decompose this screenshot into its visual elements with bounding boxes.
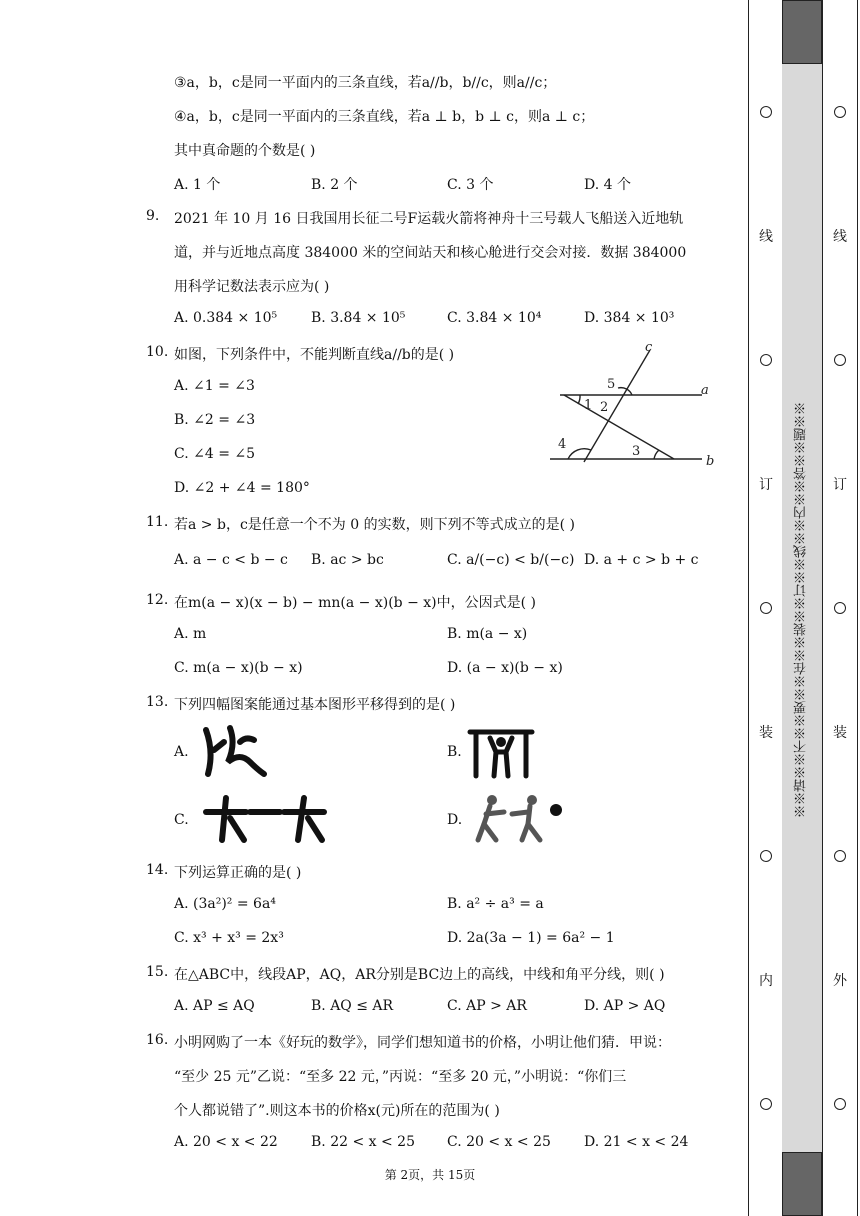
label-b: b [706, 454, 715, 469]
q10-option-b: B. ∠2 = ∠3 [174, 412, 256, 428]
label-5: 5 [607, 377, 616, 392]
q8-option-a: A. 1 个 [174, 177, 221, 193]
q11-number: 11. [146, 514, 169, 530]
q8-statement-4: ④a，b，c是同一平面内的三条直线，若a ⊥ b，b ⊥ c，则a ⊥ c； [174, 109, 595, 125]
label-3: 3 [632, 444, 641, 459]
q8-option-d: D. 4 个 [584, 177, 631, 193]
q10-option-d: D. ∠2 + ∠4 = 180° [174, 480, 310, 496]
label-2: 2 [600, 400, 609, 415]
binding-label-order: 订 [759, 477, 773, 493]
binding-ring [760, 1098, 772, 1110]
q12-option-a: A. m [174, 626, 207, 642]
q10-option-c: C. ∠4 = ∠5 [174, 446, 256, 462]
q16-text-2: “至少 25 元”乙说：“至多 22 元，”丙说：“至多 20 元，”小明说：“你们三 [174, 1069, 627, 1085]
q11-option-d: D. a + c > b + c [584, 552, 699, 568]
binding-label-order: 订 [833, 477, 847, 493]
q15-option-d: D. AP > AQ [584, 998, 666, 1014]
q12-option-c: C. m(a − x)(b − x) [174, 660, 303, 676]
binding-ring [834, 602, 846, 614]
binding-label-line: 线 [833, 229, 847, 245]
q13-number: 13. [146, 694, 169, 710]
q16-text-1: 小明网购了一本《好玩的数学》，同学们想知道书的价格，小明让他们猜．甲说： [174, 1035, 671, 1051]
binding-strip-outer [822, 0, 858, 1216]
q9-option-d: D. 384 × 10³ [584, 310, 675, 326]
binding-label-bind: 装 [759, 725, 773, 741]
q9-text-2: 道，并与近地点高度 384000 米的空间站天和核心舱进行交会对接．数据 384000 [174, 245, 687, 261]
q9-option-c: C. 3.84 × 10⁴ [447, 310, 542, 326]
q12-text: 在m(a − x)(x − b) − mn(a − x)(b − x)中，公因式是( ) [174, 595, 536, 611]
q13-option-c: C. [174, 812, 189, 828]
q14-text: 下列运算正确的是( ) [174, 865, 302, 881]
q8-option-c: C. 3 个 [447, 177, 494, 193]
q15-number: 15. [146, 964, 169, 980]
q14-option-d: D. 2a(3a − 1) = 6a² − 1 [447, 930, 615, 946]
strip-cap-top [782, 0, 822, 64]
q13-option-a: A. [174, 744, 189, 760]
q14-option-c: C. x³ + x³ = 2x³ [174, 930, 284, 946]
strip-cap-bottom [782, 1152, 822, 1216]
q16-option-d: D. 21 < x < 24 [584, 1134, 689, 1150]
q9-option-a: A. 0.384 × 10⁵ [174, 310, 278, 326]
q16-text-3: 个人都说错了”.则这本书的价格x(元)所在的范围为( ) [174, 1103, 500, 1119]
q13-text: 下列四幅图案能通过基本图形平移得到的是( ) [174, 697, 456, 713]
q8-option-b: B. 2 个 [311, 177, 358, 193]
q12-option-b: B. m(a − x) [447, 626, 528, 642]
binding-strip-inner [748, 0, 784, 1216]
binding-label-inside: 内 [759, 973, 773, 989]
pattern-b-image [466, 722, 536, 780]
binding-ring [760, 602, 772, 614]
binding-ring [834, 850, 846, 862]
q9-option-b: B. 3.84 × 10⁵ [311, 310, 406, 326]
q11-option-c: C. a/(−c) < b/(−c) [447, 552, 575, 568]
binding-label-outside: 外 [833, 973, 847, 989]
q8-question: 其中真命题的个数是( ) [174, 143, 316, 159]
q13-option-d: D. [447, 812, 463, 828]
page-footer: 第 2页，共 15页 [384, 1168, 476, 1182]
q16-option-a: A. 20 < x < 22 [174, 1134, 278, 1150]
binding-warning-strip [782, 0, 822, 1216]
q11-option-a: A. a − c < b − c [174, 552, 288, 568]
pattern-a-image [200, 722, 270, 780]
q14-option-a: A. (3a²)² = 6a⁴ [174, 896, 276, 912]
binding-ring [834, 106, 846, 118]
q10-figure [546, 338, 726, 470]
binding-warning-text: ※※请※※不※※要※※在※※装※※订※※线※※内※※答※※题※※ [794, 402, 809, 818]
q16-number: 16. [146, 1032, 169, 1048]
binding-ring [760, 106, 772, 118]
label-1: 1 [584, 398, 593, 413]
binding-ring [760, 850, 772, 862]
q9-text-3: 用科学记数法表示应为( ) [174, 279, 330, 295]
q16-option-c: C. 20 < x < 25 [447, 1134, 551, 1150]
pattern-d-image [472, 792, 568, 844]
q9-number: 9. [146, 208, 160, 224]
q15-option-b: B. AQ ≤ AR [311, 998, 394, 1014]
q15-text: 在△ABC中，线段AP，AQ，AR分别是BC边上的高线，中线和角平分线，则( ) [174, 967, 665, 983]
binding-ring [834, 1098, 846, 1110]
label-a: a [701, 383, 709, 398]
q13-option-b: B. [447, 744, 462, 760]
binding-ring [760, 354, 772, 366]
q14-option-b: B. a² ÷ a³ = a [447, 896, 544, 912]
q15-option-c: C. AP > AR [447, 998, 527, 1014]
binding-label-line: 线 [759, 229, 773, 245]
label-c: c [645, 340, 653, 355]
pattern-c-image [200, 790, 330, 846]
label-4: 4 [558, 437, 567, 452]
q12-number: 12. [146, 592, 169, 608]
binding-label-bind: 装 [833, 725, 847, 741]
binding-ring [834, 354, 846, 366]
q11-option-b: B. ac > bc [311, 552, 384, 568]
q12-option-d: D. (a − x)(b − x) [447, 660, 563, 676]
q14-number: 14. [146, 862, 169, 878]
q10-option-a: A. ∠1 = ∠3 [174, 378, 255, 394]
q10-text: 如图，下列条件中，不能判断直线a∕∕b的是( ) [174, 347, 455, 363]
q8-statement-3: ③a，b，c是同一平面内的三条直线，若a∕∕b，b∕∕c，则a∕∕c； [174, 75, 557, 91]
q10-number: 10. [146, 344, 169, 360]
q9-text-1: 2021 年 10 月 16 日我国用长征二号F运载火箭将神舟十三号载人飞船送入近地轨 [174, 211, 684, 227]
q11-text: 若a > b，c是任意一个不为 0 的实数，则下列不等式成立的是( ) [174, 517, 575, 533]
q16-option-b: B. 22 < x < 25 [311, 1134, 415, 1150]
q15-option-a: A. AP ≤ AQ [174, 998, 255, 1014]
